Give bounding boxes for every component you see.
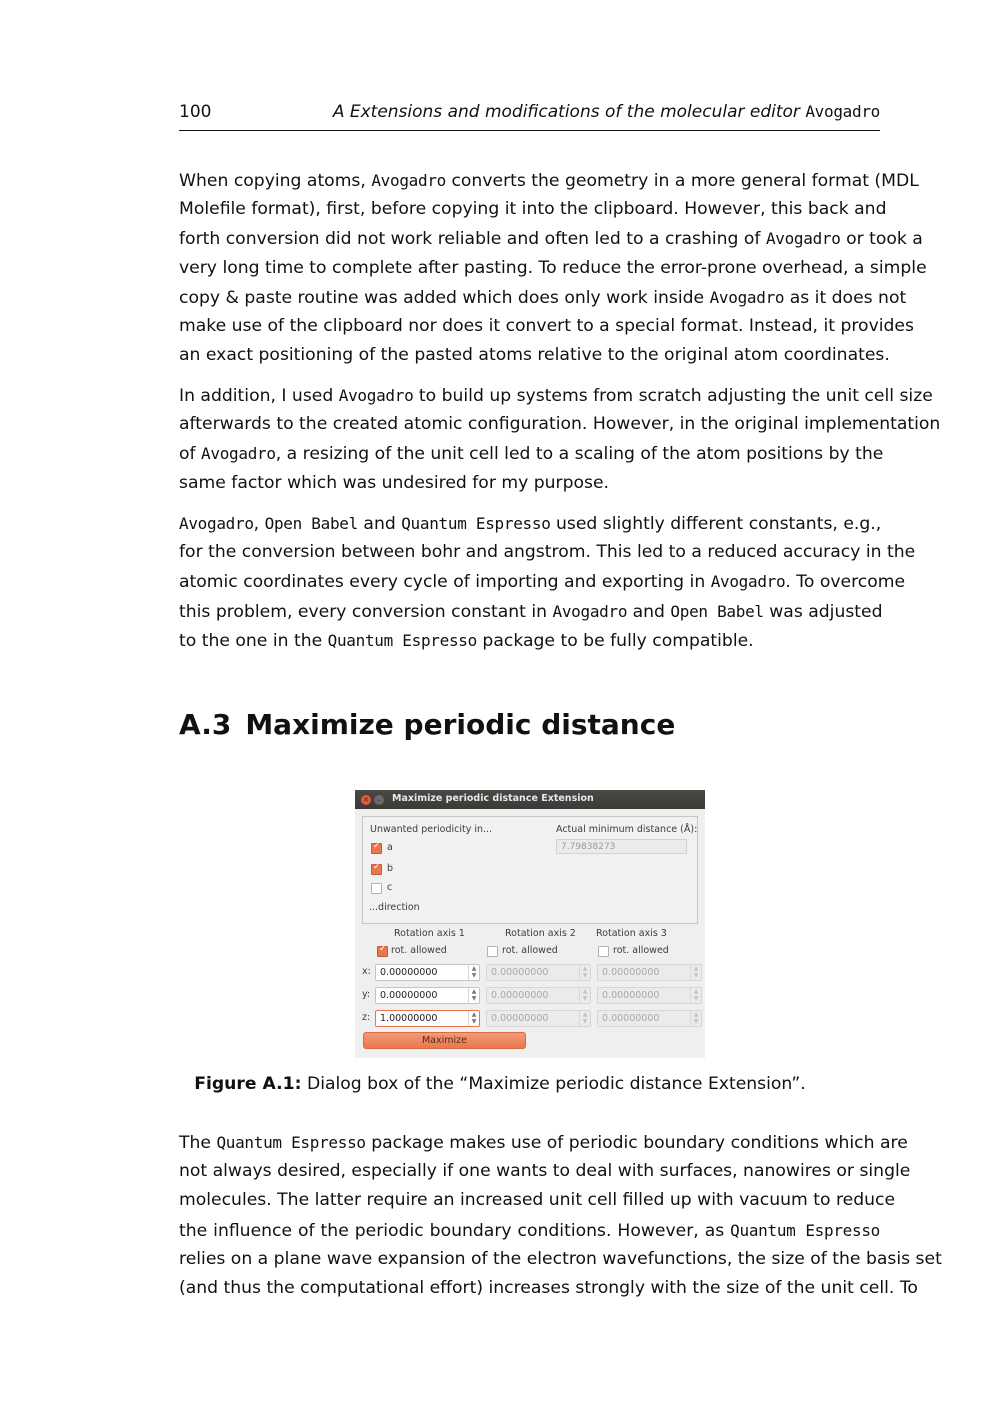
text-run: as it does not bbox=[784, 287, 907, 308]
paragraph-constants bbox=[179, 509, 916, 655]
axis-1-y-value: 0.00000000 bbox=[380, 990, 438, 1001]
text-run: was adjusted bbox=[763, 601, 883, 622]
axis-2-y-value: 0.00000000 bbox=[491, 990, 549, 1001]
dialog-titlebar bbox=[355, 790, 705, 809]
minimize-icon[interactable]: – bbox=[374, 795, 384, 805]
checkbox-b-label: b bbox=[387, 863, 394, 874]
text-run: Molefile format), first, before copying it into the clipboard. However, this back and bbox=[179, 199, 887, 220]
axis-2-z-spinbox[interactable] bbox=[486, 1010, 591, 1027]
text-line bbox=[179, 195, 887, 224]
running-title bbox=[333, 102, 880, 122]
axis-1-y-spinbox[interactable] bbox=[375, 987, 480, 1004]
spin-arrows-icon[interactable]: ▲ ▼ bbox=[690, 965, 701, 980]
text-line bbox=[179, 597, 883, 626]
paragraph-periodic-boundary bbox=[179, 1128, 942, 1303]
text-run: converts the geometry in a more general format (MDL bbox=[446, 171, 919, 191]
spin-arrows-icon[interactable]: ▲ ▼ bbox=[690, 1011, 701, 1026]
text-run: copy & paste routine was added which does only work inside bbox=[179, 287, 710, 308]
text-line bbox=[179, 312, 914, 341]
text-run: afterwards to the created atomic configuration. However, in the original implementation bbox=[179, 414, 941, 435]
axis-2-y-spinbox[interactable] bbox=[486, 987, 591, 1004]
code-term: Avogadro bbox=[338, 386, 414, 405]
text-run: package to be fully compatible. bbox=[476, 630, 754, 651]
maximize-button[interactable]: Maximize bbox=[363, 1032, 526, 1049]
rot-allowed-checkbox-2[interactable] bbox=[487, 946, 498, 957]
text-line bbox=[179, 1157, 911, 1186]
rotation-axis-1-header: Rotation axis 1 bbox=[394, 928, 465, 939]
section-number: A.3 bbox=[179, 708, 232, 741]
text-line bbox=[179, 439, 884, 468]
text-run: In addition, I used bbox=[179, 386, 339, 406]
text-run: . To overcome bbox=[785, 572, 906, 593]
text-run: this problem, every conversion constant in bbox=[179, 601, 553, 622]
text-line bbox=[179, 469, 880, 498]
text-line bbox=[179, 283, 907, 312]
code-term: Open Babel bbox=[670, 601, 764, 621]
axis-1-x-spinbox[interactable] bbox=[375, 964, 480, 981]
coord-label-z: z: bbox=[362, 1012, 371, 1023]
checkbox-a[interactable] bbox=[371, 843, 382, 854]
text-run: same factor which was undesired for my purpose. bbox=[179, 472, 610, 493]
direction-label: ...direction bbox=[369, 902, 420, 913]
running-head bbox=[179, 102, 880, 131]
text-run: to the one in the bbox=[179, 630, 328, 651]
code-term: Avogadro bbox=[179, 514, 254, 533]
text-line bbox=[179, 509, 880, 538]
text-line bbox=[179, 1245, 942, 1274]
rot-allowed-checkbox-3[interactable] bbox=[598, 946, 609, 957]
code-term: Avogadro bbox=[765, 229, 841, 249]
text-run: atomic coordinates every cycle of importing and exporting in bbox=[179, 572, 711, 593]
checkbox-c[interactable] bbox=[371, 883, 382, 894]
figure-caption-text: Dialog box of the “Maximize periodic distance Extension”. bbox=[301, 1074, 806, 1094]
text-line bbox=[179, 626, 880, 655]
text-run: The bbox=[179, 1133, 217, 1153]
text-run: for the conversion between bohr and angstrom. This led to a reduced accuracy in the bbox=[179, 542, 916, 563]
running-title-text: A Extensions and modifications of the molecular editor bbox=[332, 102, 806, 122]
text-line bbox=[179, 341, 890, 370]
text-line bbox=[179, 166, 919, 195]
text-line bbox=[179, 1216, 880, 1245]
spin-arrows-icon[interactable]: ▲ ▼ bbox=[579, 988, 590, 1003]
checkbox-c-label: c bbox=[387, 882, 393, 893]
axis-2-x-value: 0.00000000 bbox=[491, 967, 549, 978]
rot-allowed-label-3: rot. allowed bbox=[613, 945, 669, 956]
figure-caption bbox=[0, 1074, 1000, 1094]
rotation-axis-3-header: Rotation axis 3 bbox=[596, 928, 667, 939]
text-run: When copying atoms, bbox=[179, 171, 372, 191]
axis-1-x-value: 0.00000000 bbox=[380, 967, 438, 978]
text-run: , bbox=[253, 514, 265, 534]
spin-arrows-icon[interactable]: ▲ ▼ bbox=[468, 988, 479, 1003]
axis-1-z-spinbox[interactable] bbox=[375, 1010, 480, 1027]
axis-3-y-spinbox[interactable] bbox=[597, 987, 702, 1004]
text-line bbox=[179, 381, 933, 410]
text-line bbox=[179, 538, 916, 567]
periodicity-groupbox bbox=[362, 816, 698, 924]
axis-3-z-value: 0.00000000 bbox=[602, 1013, 660, 1024]
text-run: relies on a plane wave expansion of the electron wavefunctions, the size of the basis set bbox=[179, 1248, 942, 1269]
spin-arrows-icon[interactable]: ▲ ▼ bbox=[579, 1011, 590, 1026]
text-run: molecules. The latter require an increased unit cell filled up with vacuum to reduce bbox=[179, 1190, 896, 1211]
text-run: of bbox=[179, 444, 202, 465]
checkbox-b[interactable] bbox=[371, 864, 382, 875]
min-distance-label: Actual minimum distance (Å): bbox=[556, 824, 698, 835]
text-run: the influence of the periodic boundary conditions. However, as bbox=[179, 1220, 731, 1241]
axis-1-z-value: 1.00000000 bbox=[380, 1013, 438, 1024]
rot-allowed-label-2: rot. allowed bbox=[502, 945, 558, 956]
axis-2-x-spinbox[interactable] bbox=[486, 964, 591, 981]
code-term: Avogadro bbox=[201, 444, 276, 464]
paragraph-unit-cell bbox=[179, 381, 941, 498]
axis-3-x-value: 0.00000000 bbox=[602, 967, 660, 978]
rot-allowed-checkbox-1[interactable] bbox=[377, 946, 388, 957]
text-line bbox=[179, 1186, 896, 1215]
figure-label: Figure A.1: bbox=[194, 1074, 302, 1094]
close-icon[interactable]: ✕ bbox=[361, 795, 371, 805]
text-line bbox=[179, 254, 927, 283]
code-term: Quantum Espresso bbox=[216, 1133, 366, 1152]
spin-arrows-icon[interactable]: ▲ ▼ bbox=[579, 965, 590, 980]
text-run: and bbox=[357, 514, 402, 534]
text-line bbox=[179, 224, 923, 253]
section-title: Maximize periodic distance bbox=[245, 708, 676, 741]
text-run: very long time to complete after pasting. To reduce the error-prone overhead, a simple bbox=[179, 257, 927, 278]
axis-2-z-value: 0.00000000 bbox=[491, 1013, 549, 1024]
dialog-title: Maximize periodic distance Extension bbox=[392, 793, 594, 804]
axis-3-x-spinbox[interactable] bbox=[597, 964, 702, 981]
coord-label-y: y: bbox=[362, 989, 371, 1000]
periodicity-label: Unwanted periodicity in... bbox=[370, 824, 493, 835]
text-run: not always desired, especially if one wants to deal with surfaces, nanowires or single bbox=[179, 1161, 911, 1182]
rotation-axis-2-header: Rotation axis 2 bbox=[505, 928, 576, 939]
running-title-mono: Avogadro bbox=[805, 102, 880, 121]
code-term: Avogadro bbox=[552, 601, 628, 621]
text-line bbox=[179, 1128, 908, 1157]
code-term: Avogadro bbox=[371, 171, 446, 190]
text-run: an exact positioning of the pasted atoms relative to the original atom coordinates. bbox=[179, 345, 890, 366]
text-line bbox=[179, 567, 906, 596]
coord-label-x: x: bbox=[362, 966, 371, 977]
text-run: to build up systems from scratch adjusting the unit cell size bbox=[413, 386, 933, 406]
axis-3-y-value: 0.00000000 bbox=[602, 990, 660, 1001]
code-term: Avogadro bbox=[709, 287, 785, 307]
page-number: 100 bbox=[179, 102, 212, 122]
text-run: and bbox=[627, 601, 671, 622]
checkbox-a-label: a bbox=[387, 842, 393, 853]
spin-arrows-icon[interactable]: ▲ ▼ bbox=[690, 988, 701, 1003]
text-run: package makes use of periodic boundary conditions which are bbox=[365, 1133, 908, 1153]
text-run: forth conversion did not work reliable and often led to a crashing of bbox=[179, 229, 766, 250]
code-term: Quantum Espresso bbox=[401, 514, 551, 533]
code-term: Quantum Espresso bbox=[327, 630, 477, 650]
text-run: (and thus the computational effort) increases strongly with the size of the unit cell. To bbox=[179, 1277, 918, 1298]
text-run: used slightly different constants, e.g., bbox=[550, 514, 882, 534]
code-term: Open Babel bbox=[264, 514, 358, 533]
text-run: make use of the clipboard nor does it convert to a special format. Instead, it provides bbox=[179, 315, 914, 336]
code-term: Avogadro bbox=[710, 572, 786, 592]
rot-allowed-label-1: rot. allowed bbox=[391, 945, 447, 956]
code-term: Quantum Espresso bbox=[730, 1220, 881, 1240]
spin-arrows-icon[interactable]: ▲ ▼ bbox=[468, 1011, 479, 1026]
text-run: , a resizing of the unit cell led to a scaling of the atom positions by the bbox=[275, 444, 884, 465]
paragraph-copy-paste bbox=[179, 166, 927, 370]
spin-arrows-icon[interactable]: ▲ ▼ bbox=[468, 965, 479, 980]
text-line bbox=[179, 1274, 918, 1303]
section-heading bbox=[179, 708, 675, 741]
text-line bbox=[179, 410, 941, 439]
min-distance-field: 7.79838273 bbox=[556, 839, 687, 854]
text-run: or took a bbox=[840, 229, 923, 250]
maximize-dialog bbox=[355, 790, 705, 1058]
axis-3-z-spinbox[interactable] bbox=[597, 1010, 702, 1027]
